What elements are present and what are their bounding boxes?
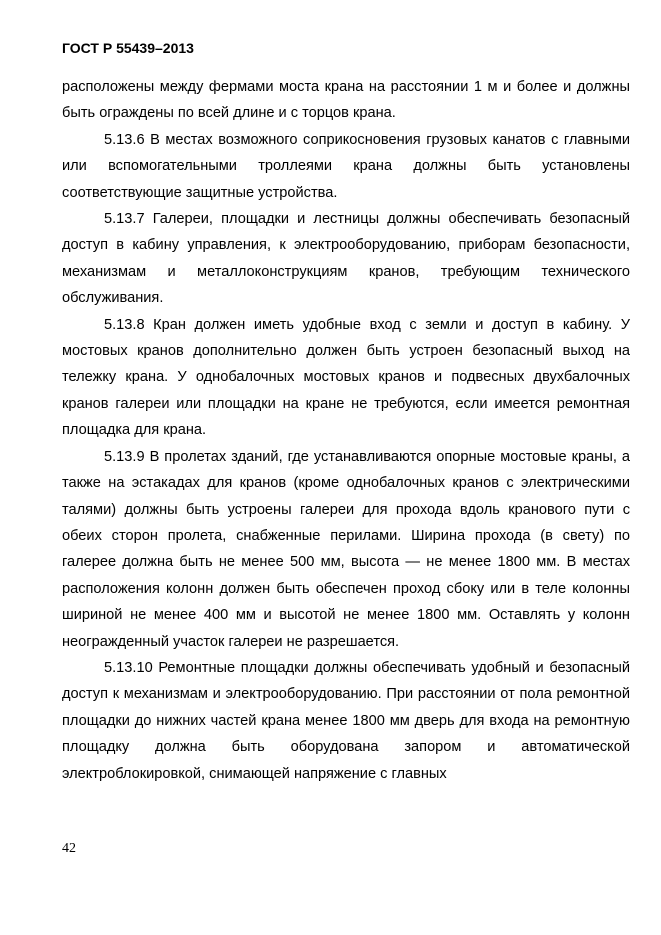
paragraph-continuation: расположены между фермами моста крана на расстоянии 1 м и более и должны быть ограждены по всей длине и с торцов крана. — [62, 79, 630, 122]
paragraph-5-13-9: 5.13.9 В пролетах зданий, где устанавливаются опорные мостовые краны, а также на эстакадах для кранов (кроме однобалочных кранов с электрическими талями) должны быть устроены галереи для прохода вдоль кранового пути с обеих сторон пролета, снабженные перилами. Ширина прохода (в свету) по галерее должна быть не менее 500 мм, высота — не менее 1800 мм. В местах расположения колонн должен быть обеспечен проход сбоку или в теле колонны шириной не менее 400 мм и высотой не менее 1800 мм. Оставлять у колонн неогражденный участок галереи не разрешается. — [62, 448, 630, 650]
document-header: ГОСТ Р 55439–2013 — [62, 40, 194, 56]
paragraph-5-13-6: 5.13.6 В местах возможного соприкосновения грузовых канатов с главными или вспомогательными троллеями крана должны быть установлены соответствующие защитные устройства. — [62, 131, 630, 201]
paragraph-5-13-10: 5.13.10 Ремонтные площадки должны обеспечивать удобный и безопасный доступ к механизмам и электрооборудованию. При расстоянии от пола ремонтной площадки до нижних частей крана менее 1800 мм дверь для входа на ремонтную площадку должна быть оборудована запором и автоматической электроблокировкой, снимающей напряжение с главных — [62, 659, 630, 782]
paragraph-5-13-7: 5.13.7 Галереи, площадки и лестницы должны обеспечивать безопасный доступ в кабину управления, к электрооборудованию, приборам безопасности, механизмам и металлоконструкциям кранов, требующим технического обслуживания. — [62, 211, 630, 307]
body-text — [62, 74, 630, 787]
paragraph-5-13-8: 5.13.8 Кран должен иметь удобные вход с земли и доступ в кабину. У мостовых кранов дополнительно должен быть устроен безопасный выход на тележку крана. У однобалочных мостовых кранов и подвесных двухбалочных кранов галереи или площадки на кране не требуются, если имеется ремонтная площадка для крана. — [62, 316, 630, 439]
page-number: 42 — [62, 841, 76, 856]
